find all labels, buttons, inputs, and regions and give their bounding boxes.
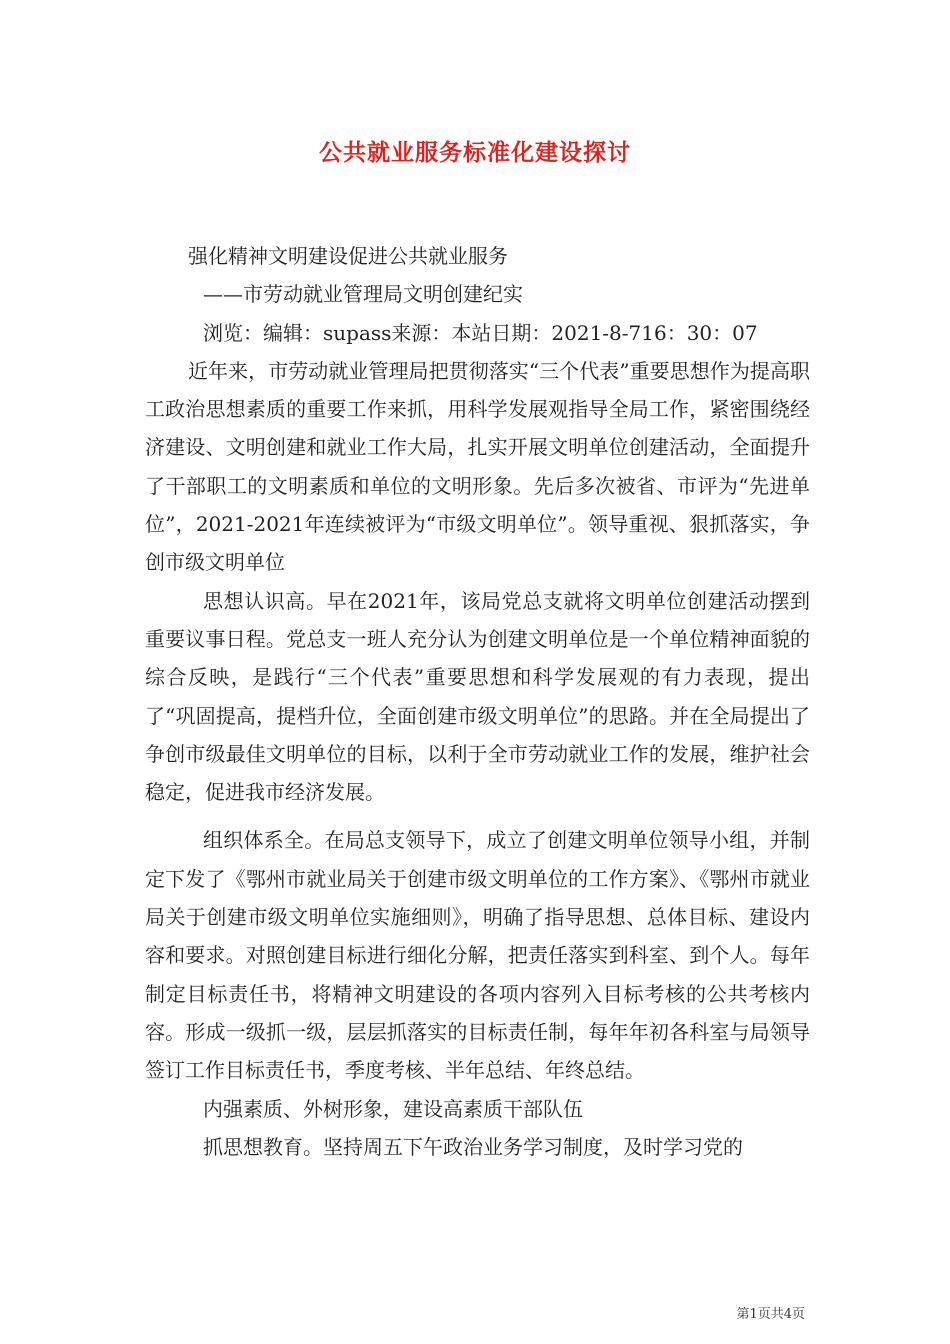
document-body (145, 237, 810, 1166)
paragraph-education: 抓思想教育。坚持周五下午政治业务学习制度，及时学习党的 (203, 1134, 743, 1159)
document-title: 公共就业服务标准化建设探讨 (319, 139, 631, 166)
section-heading: 内强素质、外树形象，建设高素质干部队伍 (203, 1096, 583, 1121)
paragraph-intro: 近年来，市劳动就业管理局把贯彻落实“三个代表”重要思想作为提高职工政治思想素质的重要工作来抓，用科学发展观指导全局工作，紧密围绕经济建设、文明创建和就业工作大局，扎实开展文明单位创建活动，全面提升了干部职工的文明素质和单位的文明形象。先后多次被省、市评为“先进单位”，2021-2021年连续被评为“市级文明单位”。领导重视、狠抓落实，争创市级文明单位 (145, 358, 810, 575)
article-subheading: ——市劳动就业管理局文明创建纪实 (203, 282, 523, 307)
paragraph-organization: 组织体系全。在局总支领导下，成立了创建文明单位领导小组，并制定下发了《鄂州市就业局关于创建市级文明单位的工作方案》、《鄂州市就业局关于创建市级文明单位实施细则》，明确了指导思想、总体目标、建设内容和要求。对照创建目标进行细化分解，把责任落实到科室、到个人。每年制定目标责任书，将精神文明建设的各项内容列入目标考核的公共考核内容。形成一级抓一级，层层抓落实的目标责任制，每年年初各科室与局领导签订工作目标责任书，季度考核、半年总结、年终总结。 (145, 828, 810, 1083)
paragraph-awareness: 思想认识高。早在2021年，该局党总支就将文明单位创建活动摆到重要议事日程。党总支一班人充分认为创建文明单位是一个单位精神面貌的综合反映，是践行“三个代表”重要思想和科学发展观的有力表现，提出了“巩固提高，提档升位，全面创建市级文明单位”的思路。并在全局提出了争创市级最佳文明单位的目标，以利于全市劳动就业工作的发展，维护社会稳定，促进我市经济发展。 (145, 588, 810, 805)
article-meta: 浏览：编辑：supass来源：本站日期：2021-8-716：30：07 (203, 320, 758, 345)
article-heading: 强化精神文明建设促进公共就业服务 (188, 244, 508, 268)
paragraph-gap (145, 811, 810, 821)
page-number: 第1页共4页 (736, 1307, 805, 1322)
